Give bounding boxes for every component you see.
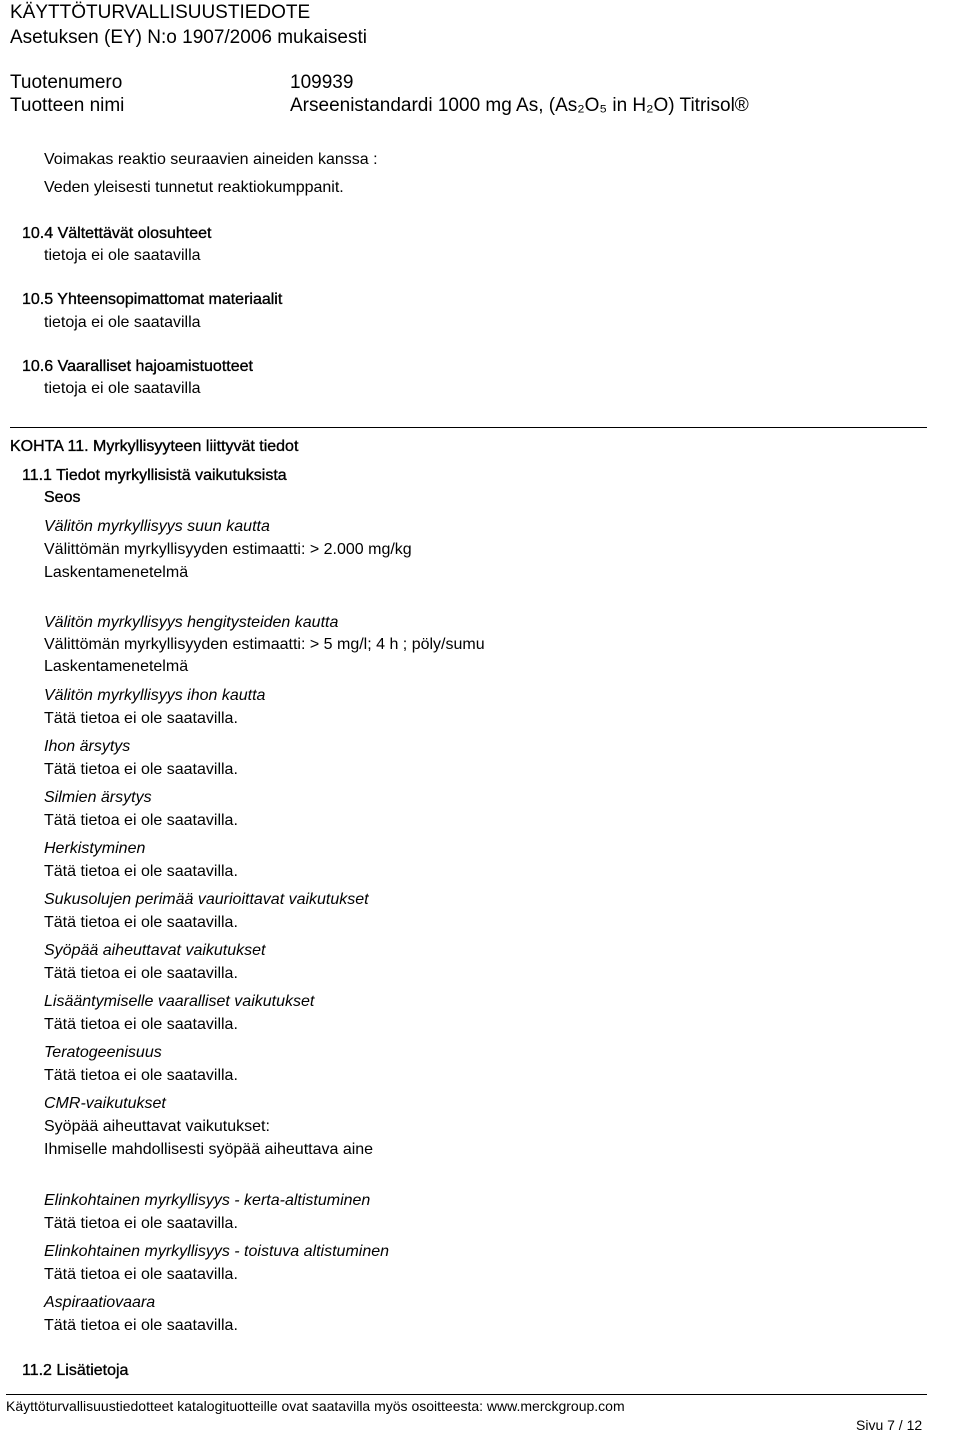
section-divider — [10, 427, 927, 428]
item-title-skin-irritation: Ihon ärsytys — [44, 738, 131, 755]
item-title-eye-irritation: Silmien ärsytys — [44, 789, 152, 806]
inhalation-toxicity-estimate: Välittömän myrkyllisyyden estimaatti: > 5 mg/l; 4 h ; pöly/sumu — [44, 636, 485, 653]
regulation-line: Asetuksen (EY) N:o 1907/2006 mukaisesti — [10, 27, 367, 48]
item-title-carcinogenicity: Syöpää aiheuttavat vaikutukset — [44, 942, 266, 959]
oral-toxicity-title: Välitön myrkyllisyys suun kautta — [44, 518, 270, 535]
section-10-6-title: 10.6 Vaaralliset hajoamistuotteet — [22, 358, 253, 375]
item-text-skin-irritation: Tätä tietoa ei ole saatavilla. — [44, 761, 238, 778]
section-10-6-text: tietoja ei ole saatavilla — [44, 380, 201, 397]
item-text-dermal-toxicity: Tätä tietoa ei ole saatavilla. — [44, 710, 238, 727]
item-title-sensitisation: Herkistyminen — [44, 840, 146, 857]
document-title: KÄYTTÖTURVALLISUUSTIEDOTE — [10, 2, 311, 23]
section-10-5-text: tietoja ei ole saatavilla — [44, 314, 201, 331]
inhalation-toxicity-method: Laskentamenetelmä — [44, 658, 189, 675]
stot-repeated-text: Tätä tietoa ei ole saatavilla. — [44, 1266, 238, 1283]
section-11-heading: KOHTA 11. Myrkyllisyyteen liittyvät tiedot — [10, 438, 299, 455]
stot-repeated-title: Elinkohtainen myrkyllisyys - toistuva altistuminen — [44, 1243, 390, 1260]
cmr-line-2: Ihmiselle mahdollisesti syöpää aiheuttava aine — [44, 1141, 374, 1158]
section-10-5-title: 10.5 Yhteensopimattomat materiaalit — [22, 291, 283, 308]
product-name-label: Tuotteen nimi — [10, 95, 125, 116]
item-title-teratogenicity: Teratogeenisuus — [44, 1044, 162, 1061]
section-11-1-title: 11.1 Tiedot myrkyllisistä vaikutuksista — [22, 467, 287, 484]
product-number-label: Tuotenumero — [10, 72, 123, 93]
item-text-sensitisation: Tätä tietoa ei ole saatavilla. — [44, 863, 238, 880]
reaction-text: Veden yleisesti tunnetut reaktiokumppanit. — [44, 179, 344, 196]
oral-toxicity-method: Laskentamenetelmä — [44, 564, 189, 581]
stot-single-text: Tätä tietoa ei ole saatavilla. — [44, 1215, 238, 1232]
item-title-germ-cell-mutagenicity: Sukusolujen perimää vaurioittavat vaikutukset — [44, 891, 369, 908]
mixture-label: Seos — [44, 489, 81, 506]
section-10-4-title: 10.4 Vältettävät olosuhteet — [22, 225, 212, 242]
inhalation-toxicity-title: Välitön myrkyllisyys hengitysteiden kautta — [44, 614, 339, 631]
oral-toxicity-estimate: Välittömän myrkyllisyyden estimaatti: > 2.000 mg/kg — [44, 541, 412, 558]
aspiration-text: Tätä tietoa ei ole saatavilla. — [44, 1317, 238, 1334]
item-text-germ-cell-mutagenicity: Tätä tietoa ei ole saatavilla. — [44, 914, 238, 931]
item-title-reproductive-toxicity: Lisääntymiselle vaaralliset vaikutukset — [44, 993, 315, 1010]
item-text-teratogenicity: Tätä tietoa ei ole saatavilla. — [44, 1067, 238, 1084]
item-title-dermal-toxicity: Välitön myrkyllisyys ihon kautta — [44, 687, 266, 704]
footer-divider — [6, 1394, 927, 1395]
cmr-line-1: Syöpää aiheuttavat vaikutukset: — [44, 1118, 270, 1135]
section-11-2-title: 11.2 Lisätietoja — [22, 1362, 129, 1379]
footer-note: Käyttöturvallisuustiedotteet katalogituotteille ovat saatavilla myös osoitteesta: www.merckgroup.com — [6, 1398, 625, 1414]
item-text-carcinogenicity: Tätä tietoa ei ole saatavilla. — [44, 965, 238, 982]
reaction-intro: Voimakas reaktio seuraavien aineiden kanssa : — [44, 151, 378, 168]
item-text-reproductive-toxicity: Tätä tietoa ei ole saatavilla. — [44, 1016, 238, 1033]
item-text-eye-irritation: Tätä tietoa ei ole saatavilla. — [44, 812, 238, 829]
page-number: Sivu 7 / 12 — [856, 1417, 923, 1433]
cmr-title: CMR-vaikutukset — [44, 1095, 166, 1112]
section-10-4-text: tietoja ei ole saatavilla — [44, 247, 201, 264]
product-name: Arseenistandardi 1000 mg As, (As₂O₅ in H₂O) Titrisol® — [290, 95, 749, 116]
aspiration-title: Aspiraatiovaara — [44, 1294, 156, 1311]
product-number: 109939 — [290, 72, 354, 93]
stot-single-title: Elinkohtainen myrkyllisyys - kerta-altistuminen — [44, 1192, 371, 1209]
